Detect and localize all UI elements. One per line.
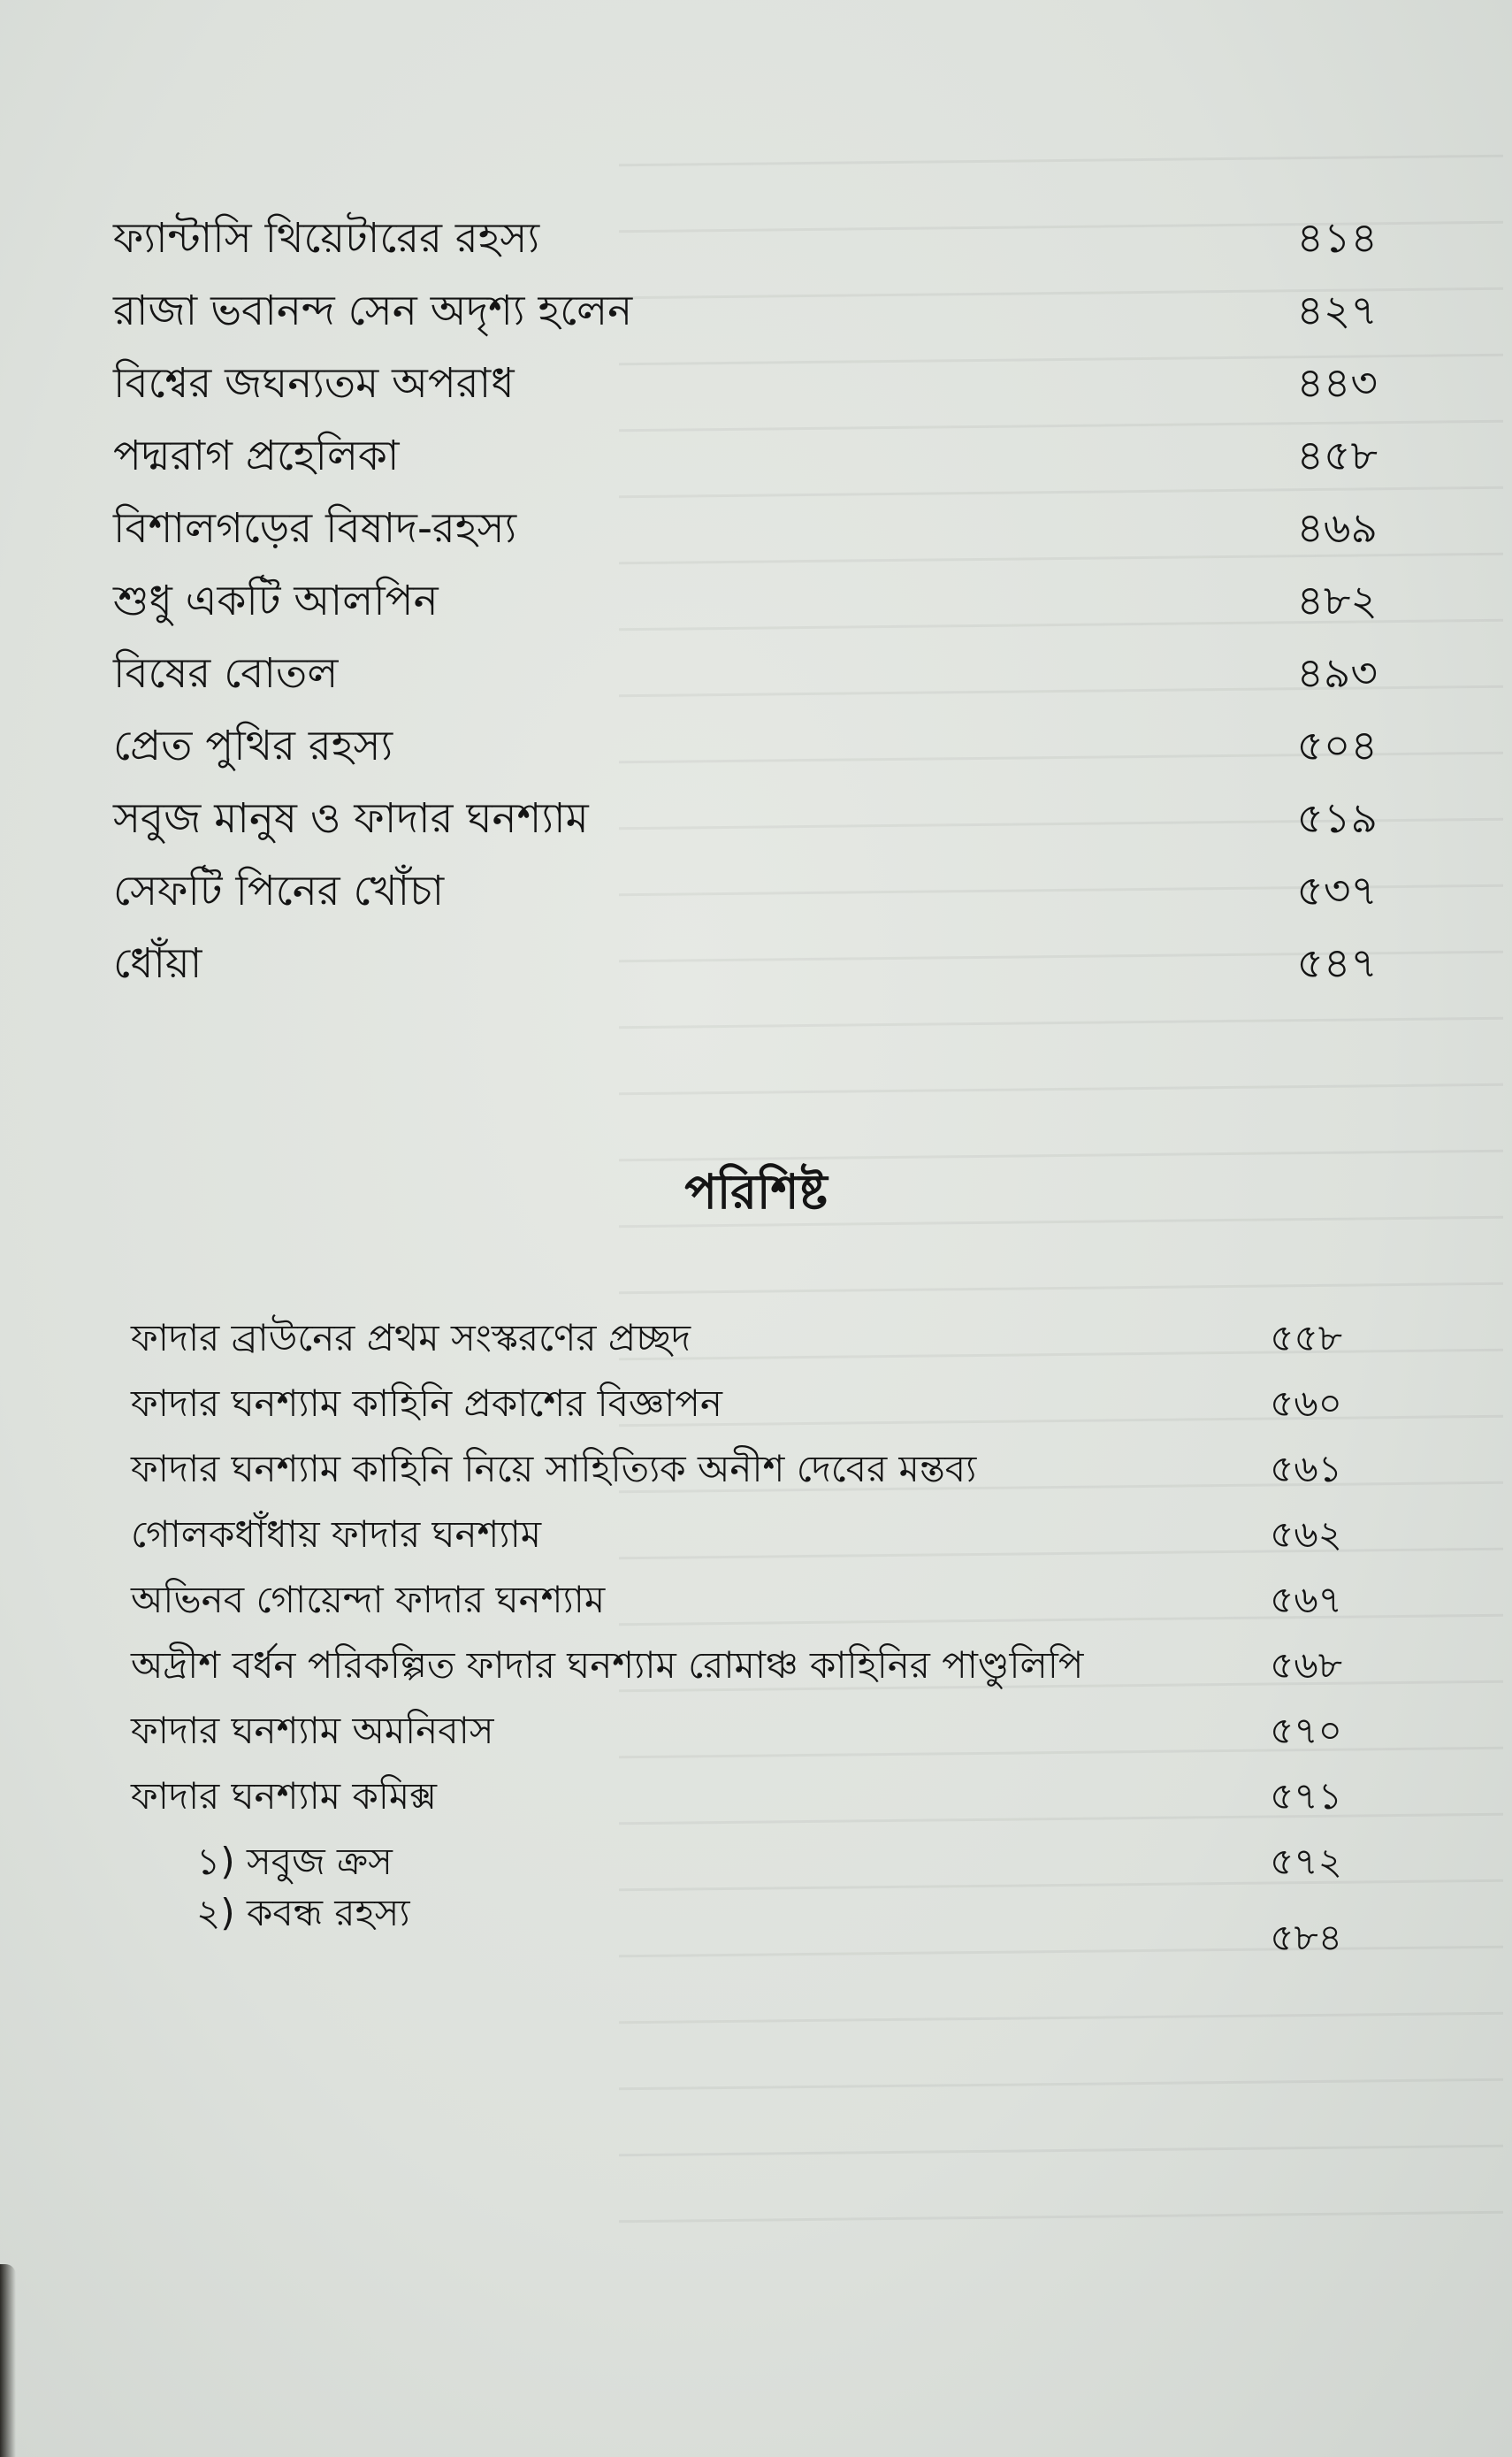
appendix-entry [131, 1571, 1342, 1634]
toc-entry-title: ফ্যান্টাসি থিয়েটারের রহস্য [113, 214, 540, 263]
appendix-entry-page: ৫৬০ [1270, 1382, 1342, 1425]
toc-entry-title: বিশ্বের জঘন্যতম অপরাধ [113, 359, 515, 408]
toc-entry [113, 931, 1378, 1000]
toc-entry-page: ৫৩৭ [1296, 867, 1378, 915]
toc-entry-title: ধোঁয়া [113, 939, 202, 988]
toc-entry [113, 569, 1378, 638]
appendix-sub-entry-page: ৫৭২ [1270, 1840, 1342, 1883]
appendix-entry-page: ৫৬২ [1270, 1512, 1342, 1556]
appendix-entry-title: অভিনব গোয়েন্দা ফাদার ঘনশ্যাম [131, 1578, 606, 1621]
toc-entry-title: বিষের বোতল [113, 649, 339, 698]
appendix-entry-page: ৫৬৮ [1270, 1643, 1342, 1687]
toc-entry-page: ৪৬৯ [1296, 504, 1378, 553]
toc-entry [113, 206, 1378, 275]
appendix-sub-entry [196, 1884, 1342, 1947]
appendix-entry-title: ফাদার ঘনশ্যাম কাহিনি প্রকাশের বিজ্ঞাপন [131, 1382, 722, 1425]
toc-entry-title: সবুজ মানুষ ও ফাদার ঘনশ্যাম [113, 794, 589, 843]
toc-entry [113, 714, 1378, 783]
toc-entry-title: প্রেত পুথির রহস্য [113, 722, 393, 770]
toc-entry [113, 424, 1378, 493]
appendix-entry-title: অদ্রীশ বর্ধন পরিকল্পিত ফাদার ঘনশ্যাম রোমাঞ্চ কাহিনির পাণ্ডুলিপি [131, 1643, 1084, 1687]
toc-entry-page: ৫৪৭ [1296, 939, 1378, 988]
toc-entry-page: ৪২৭ [1296, 287, 1378, 335]
toc-entry-title: পদ্মরাগ প্রহেলিকা [113, 432, 400, 480]
appendix-entry-title: ফাদার ঘনশ্যাম কাহিনি নিয়ে সাহিত্যিক অনীশ দেবের মন্তব্য [131, 1447, 977, 1490]
appendix-entry [131, 1702, 1342, 1764]
toc-entry [113, 786, 1378, 855]
appendix-sub-entry-title: ২) কবন্ধ রহস্য [196, 1891, 410, 1934]
appendix-entry [131, 1309, 1342, 1372]
appendix-entry-title: ফাদার ব্রাউনের প্রথম সংস্করণের প্রচ্ছদ [131, 1316, 691, 1359]
appendix-entry [131, 1374, 1342, 1437]
appendix-entry [131, 1767, 1342, 1830]
appendix-heading: পরিশিষ্ট [684, 1164, 828, 1220]
toc-entry [113, 496, 1378, 565]
toc-entry-page: ৫০৪ [1296, 722, 1378, 770]
toc-entry-title: বিশালগড়ের বিষাদ-রহস্য [113, 504, 517, 553]
appendix-entry-page: ৫৫৮ [1270, 1316, 1342, 1359]
appendix-entry [131, 1636, 1342, 1699]
toc-entry-page: ৪৮২ [1296, 577, 1378, 625]
toc-entry-page: ৪৪৩ [1296, 359, 1378, 408]
appendix-entry-page: ৫৬১ [1270, 1447, 1342, 1490]
appendix-entry-page: ৫৬৭ [1270, 1578, 1342, 1621]
appendix-entry [131, 1440, 1342, 1503]
appendix-sub-entry-title: ১) সবুজ ক্রস [196, 1840, 393, 1883]
trailing-page-number: ৫৮৪ [1270, 1916, 1342, 1959]
toc-entry-page: ৫১৯ [1296, 794, 1378, 843]
book-edge-shadow [0, 2264, 16, 2457]
toc-entry [113, 859, 1378, 928]
toc-entry-page: ৪৫৮ [1296, 432, 1378, 480]
appendix-entry-page: ৫৭০ [1270, 1709, 1342, 1752]
toc-entry-title: সেফটি পিনের খোঁচা [113, 867, 445, 915]
appendix-entry-page: ৫৭১ [1270, 1774, 1342, 1818]
appendix-entry [131, 1505, 1342, 1568]
toc-entry [113, 641, 1378, 710]
toc-entry-title: রাজা ভবানন্দ সেন অদৃশ্য হলেন [113, 287, 633, 335]
toc-entry-title: শুধু একটি আলপিন [113, 577, 439, 625]
appendix-entry-title: ফাদার ঘনশ্যাম অমনিবাস [131, 1709, 494, 1752]
appendix-entry-title: ফাদার ঘনশ্যাম কমিক্স [131, 1774, 438, 1818]
toc-entry-page: ৪১৪ [1296, 214, 1378, 263]
toc-entry [113, 351, 1378, 420]
appendix-entry-title: গোলকধাঁধায় ফাদার ঘনশ্যাম [131, 1512, 542, 1556]
toc-entry-page: ৪৯৩ [1296, 649, 1378, 698]
toc-entry [113, 279, 1378, 348]
